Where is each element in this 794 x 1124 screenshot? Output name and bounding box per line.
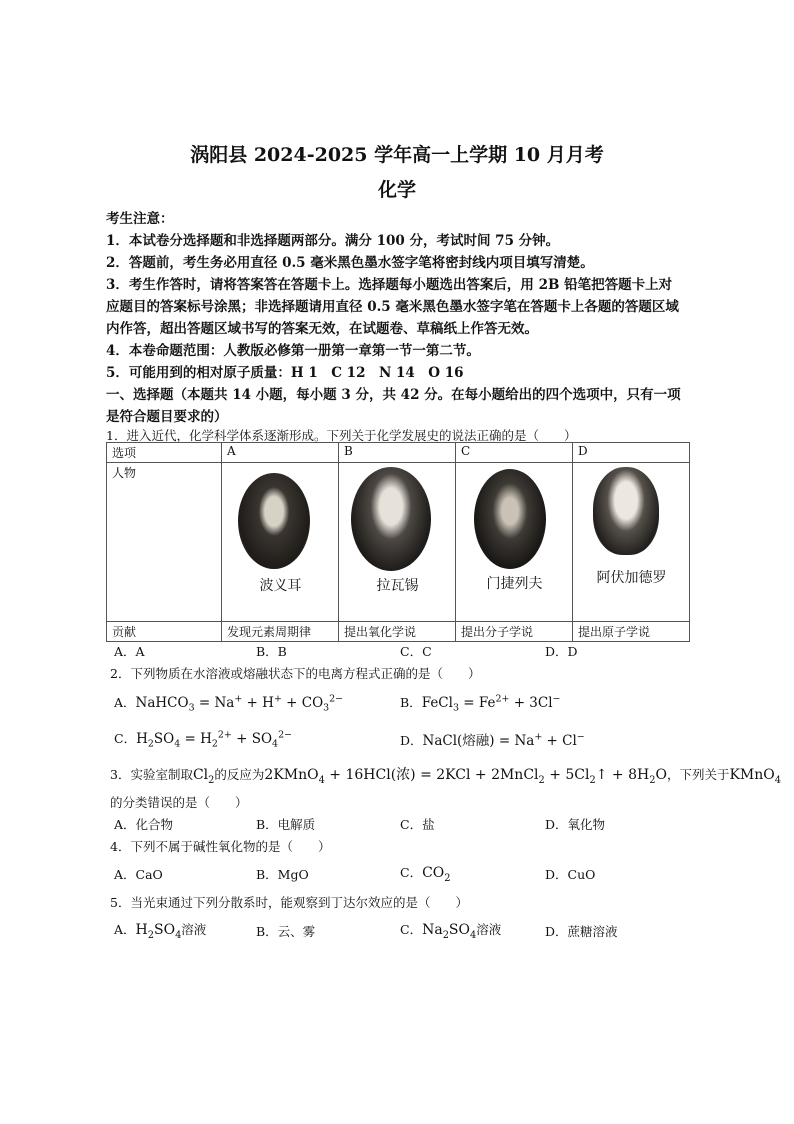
table-row-persons bbox=[107, 463, 690, 622]
question-2-option-a: A．NaHCO$_3$ = $Na^+ + H^+ + CO_3^{2-}$ bbox=[114, 693, 344, 714]
question-4-option: B．MgO bbox=[256, 867, 309, 882]
question-3-stem-line2: 的分类错误的是（ ） bbox=[110, 795, 248, 810]
portrait-cell-b bbox=[339, 463, 456, 622]
exam-title: 涡阳县 2024-2025 学年高一上学期 10 月月考 bbox=[190, 144, 604, 166]
question-3-stem: 3．实验室制取$Cl_2$的反应为2KMnO$_4$ + 16HCl(浓) = 2KCl + 2MnCl$_2$ + $5Cl_2↑ + 8H_2O$，下列关于KMnO$_4$ bbox=[110, 767, 781, 786]
table-header-cell: C bbox=[456, 443, 573, 463]
table-row-contributions bbox=[107, 622, 690, 642]
row-label-contributions: 贡献 bbox=[107, 622, 222, 642]
row-label-persons: 人物 bbox=[112, 466, 137, 480]
portrait-lavoisier-image bbox=[351, 467, 431, 571]
notice-item: 4．本卷命题范围：人教版必修第一册第一章第一节一第二节。 bbox=[106, 343, 480, 359]
notice-heading: 考生注意： bbox=[106, 211, 174, 227]
question-4-stem: 4．下列不属于碱性氧化物的是（ ） bbox=[110, 839, 331, 854]
section-heading: 一、选择题（本题共 14 小题，每小题 3 分，共 42 分。在每小题给出的四个选项中，只有一项 bbox=[106, 387, 681, 403]
question-1-option: A．A bbox=[114, 644, 145, 659]
table-cell: 提出原子学说 bbox=[573, 622, 690, 642]
portrait-cell-d bbox=[573, 463, 690, 622]
table-header-row bbox=[107, 443, 690, 463]
question-5-stem: 5．当光束通过下列分散系时，能观察到丁达尔效应的是（ ） bbox=[110, 895, 468, 910]
question-2-option-d: D．NaCl(熔融) = Na+ + Cl− bbox=[400, 731, 585, 749]
question-5-option-a: A．$H_2SO_4$溶液 bbox=[114, 922, 207, 941]
person-name: 门捷列夫 bbox=[486, 576, 543, 592]
question-1-table bbox=[106, 442, 690, 642]
section-heading: 是符合题目要求的） bbox=[106, 409, 228, 425]
question-5-option-b: B．云、雾 bbox=[256, 924, 316, 939]
person-name: 波义耳 bbox=[259, 578, 302, 594]
portrait-boyle-image bbox=[238, 473, 310, 569]
question-3-option: D．氧化物 bbox=[545, 817, 606, 832]
question-4-option: A．CaO bbox=[114, 867, 163, 882]
question-1-stem: 1．进入近代，化学科学体系逐渐形成。下列关于化学发展史的说法正确的是（ ） bbox=[106, 428, 577, 443]
question-4-option-c: C．$CO_2$ bbox=[400, 865, 451, 884]
notice-item: 应题目的答案标号涂黑；非选择题请用直径 0.5 毫米黑色墨水签字笔在答题卡上各题的答题区域 bbox=[106, 299, 679, 315]
notice-item: 1．本试卷分选择题和非选择题两部分。满分 100 分，考试时间 75 分钟。 bbox=[106, 233, 560, 249]
portrait-cell-c bbox=[456, 463, 573, 622]
question-1-option: C．C bbox=[400, 644, 432, 659]
subject-title: 化学 bbox=[377, 179, 416, 201]
portrait-cell-a bbox=[222, 463, 339, 622]
question-5-option-d: D．蔗糖溶液 bbox=[545, 924, 618, 939]
table-cell: 提出氧化学说 bbox=[339, 622, 456, 642]
question-1-option: B．B bbox=[256, 644, 287, 659]
question-3-option: C．盐 bbox=[400, 817, 435, 832]
table-header-cell: B bbox=[339, 443, 456, 463]
question-3-option: A．化合物 bbox=[114, 817, 174, 832]
person-name: 拉瓦锡 bbox=[376, 578, 419, 594]
question-3-option: B．电解质 bbox=[256, 817, 316, 832]
table-cell: 提出分子学说 bbox=[456, 622, 573, 642]
notice-item: 内作答，超出答题区域书写的答案无效，在试题卷、草稿纸上作答无效。 bbox=[106, 321, 538, 337]
question-2-stem: 2．下列物质在水溶液或熔融状态下的电离方程式正确的是（ ） bbox=[110, 666, 481, 681]
table-cell: 发现元素周期律 bbox=[222, 622, 339, 642]
table-header-cell: D bbox=[573, 443, 690, 463]
question-2-option-b: B．FeCl$_3$ = $Fe^{2+} + 3Cl^-$ bbox=[400, 693, 561, 714]
notice-item: 5．可能用到的相对原子质量：H 1 C 12 N 14 O 16 bbox=[106, 365, 464, 381]
portrait-mendeleev-image bbox=[474, 469, 546, 569]
table-header-cell: A bbox=[222, 443, 339, 463]
person-name: 阿伏加德罗 bbox=[596, 570, 667, 586]
question-5-option-c: C．$Na_2SO_4$溶液 bbox=[400, 922, 502, 941]
question-2-option-c: C．$H_2SO_4 = H_2^{2+} + SO_4^{2-}$ bbox=[114, 729, 292, 750]
question-4-option: D．CuO bbox=[545, 867, 596, 882]
table-header-cell: 选项 bbox=[107, 443, 222, 463]
notice-item: 2．答题前，考生务必用直径 0.5 毫米黑色墨水签字笔将密封线内项目填写清楚。 bbox=[106, 255, 594, 271]
portrait-avogadro-image bbox=[593, 467, 659, 555]
notice-item: 3．考生作答时，请将答案答在答题卡上。选择题每小题选出答案后，用 2B 铅笔把答题卡上对 bbox=[106, 277, 673, 293]
question-1-option: D．D bbox=[545, 644, 578, 659]
